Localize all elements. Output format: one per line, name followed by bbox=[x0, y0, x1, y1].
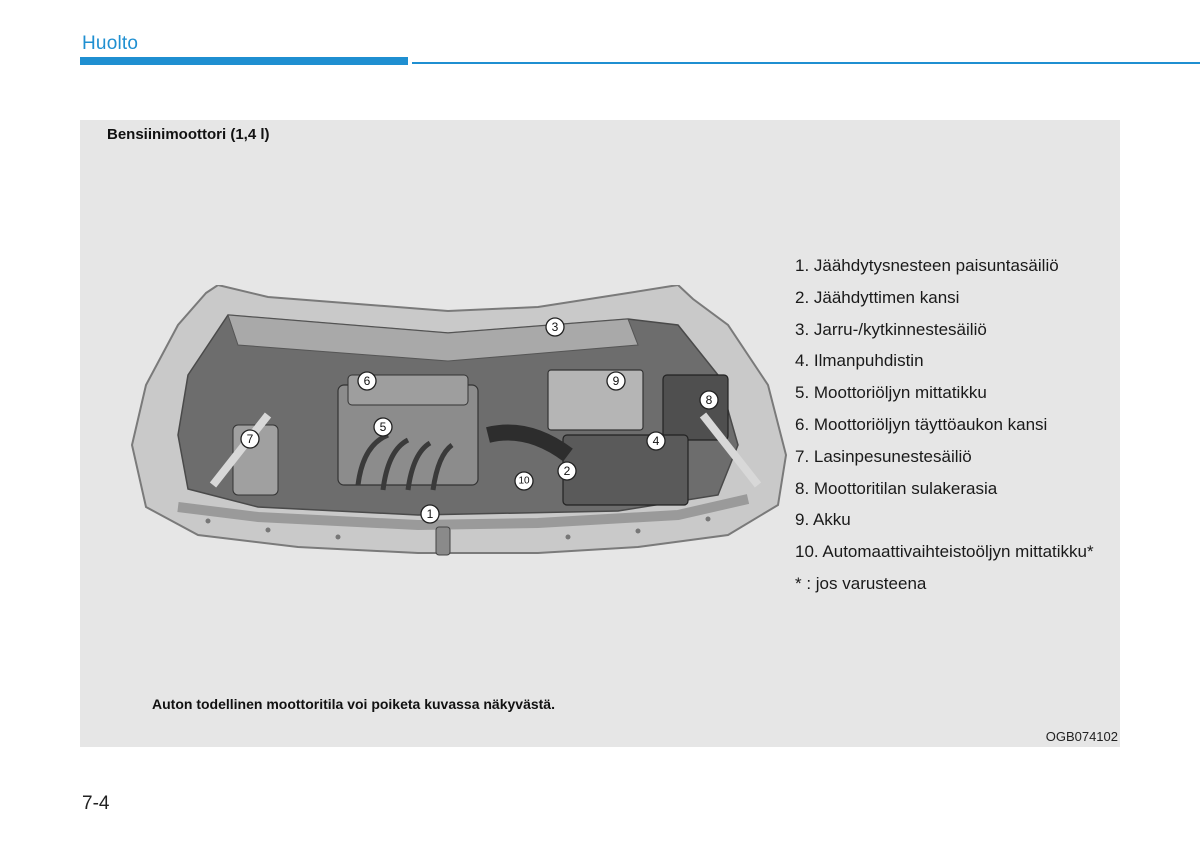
callout-6 bbox=[358, 372, 376, 390]
callout-8-label: 8 bbox=[705, 393, 713, 407]
callout-9 bbox=[607, 372, 625, 390]
legend-item: 9. Akku bbox=[795, 510, 851, 530]
callout-10-label: 10 bbox=[518, 475, 530, 487]
section-title: Huolto bbox=[82, 33, 139, 54]
callout-2-label: 2 bbox=[563, 464, 571, 478]
callout-10 bbox=[515, 472, 533, 490]
legend-item: 7. Lasinpesunestesäiliö bbox=[795, 446, 972, 466]
callout-5 bbox=[374, 418, 392, 436]
legend-item: 8. Moottoritilan sulakerasia bbox=[795, 478, 998, 498]
header-rule-thick bbox=[80, 57, 408, 65]
legend-item: 2. Jäähdyttimen kansi bbox=[795, 287, 960, 307]
callout-6-label: 6 bbox=[363, 374, 371, 388]
callout-9-label: 9 bbox=[612, 374, 620, 388]
callout-4 bbox=[647, 432, 665, 450]
legend-item: 1. Jäähdytysnesteen paisuntasäiliö bbox=[795, 256, 1059, 275]
legend-item: 4. Ilmanpuhdistin bbox=[795, 351, 924, 371]
callout-7 bbox=[241, 430, 259, 448]
legend-item: 5. Moottoriöljyn mittatikku bbox=[795, 383, 987, 403]
figure-caption: Auton todellinen moottoritila voi poiketa kuvassa näkyvästä. bbox=[152, 696, 555, 712]
figure-title: Bensiinimoottori (1,4 l) bbox=[107, 126, 270, 143]
callout-1 bbox=[421, 505, 439, 523]
page-number: 7-4 bbox=[82, 793, 110, 814]
callout-3 bbox=[546, 318, 564, 336]
callout-4-label: 4 bbox=[652, 434, 660, 448]
hood-latch bbox=[436, 527, 450, 555]
legend-list bbox=[795, 250, 1094, 600]
legend-item: 6. Moottoriöljyn täyttöaukon kansi bbox=[795, 414, 1048, 434]
header-rule-thin bbox=[412, 62, 1200, 64]
figure-panel bbox=[80, 120, 1120, 747]
callout-7-label: 7 bbox=[246, 432, 254, 446]
callout-2 bbox=[558, 462, 576, 480]
engine-bay-illustration bbox=[118, 285, 798, 575]
legend-item: 3. Jarru-/kytkinnestesäiliö bbox=[795, 319, 987, 339]
figure-code: OGB074102 bbox=[1045, 729, 1118, 744]
callout-8 bbox=[700, 391, 718, 409]
legend-item: 10. Automaattivaihteistoöljyn mittatikku* bbox=[795, 542, 1094, 562]
battery bbox=[548, 370, 643, 430]
callout-5-label: 5 bbox=[379, 420, 387, 434]
legend-footnote: * : jos varusteena bbox=[795, 573, 927, 593]
air-cleaner bbox=[563, 435, 688, 505]
callout-1-label: 1 bbox=[426, 507, 434, 521]
callout-3-label: 3 bbox=[551, 320, 559, 334]
